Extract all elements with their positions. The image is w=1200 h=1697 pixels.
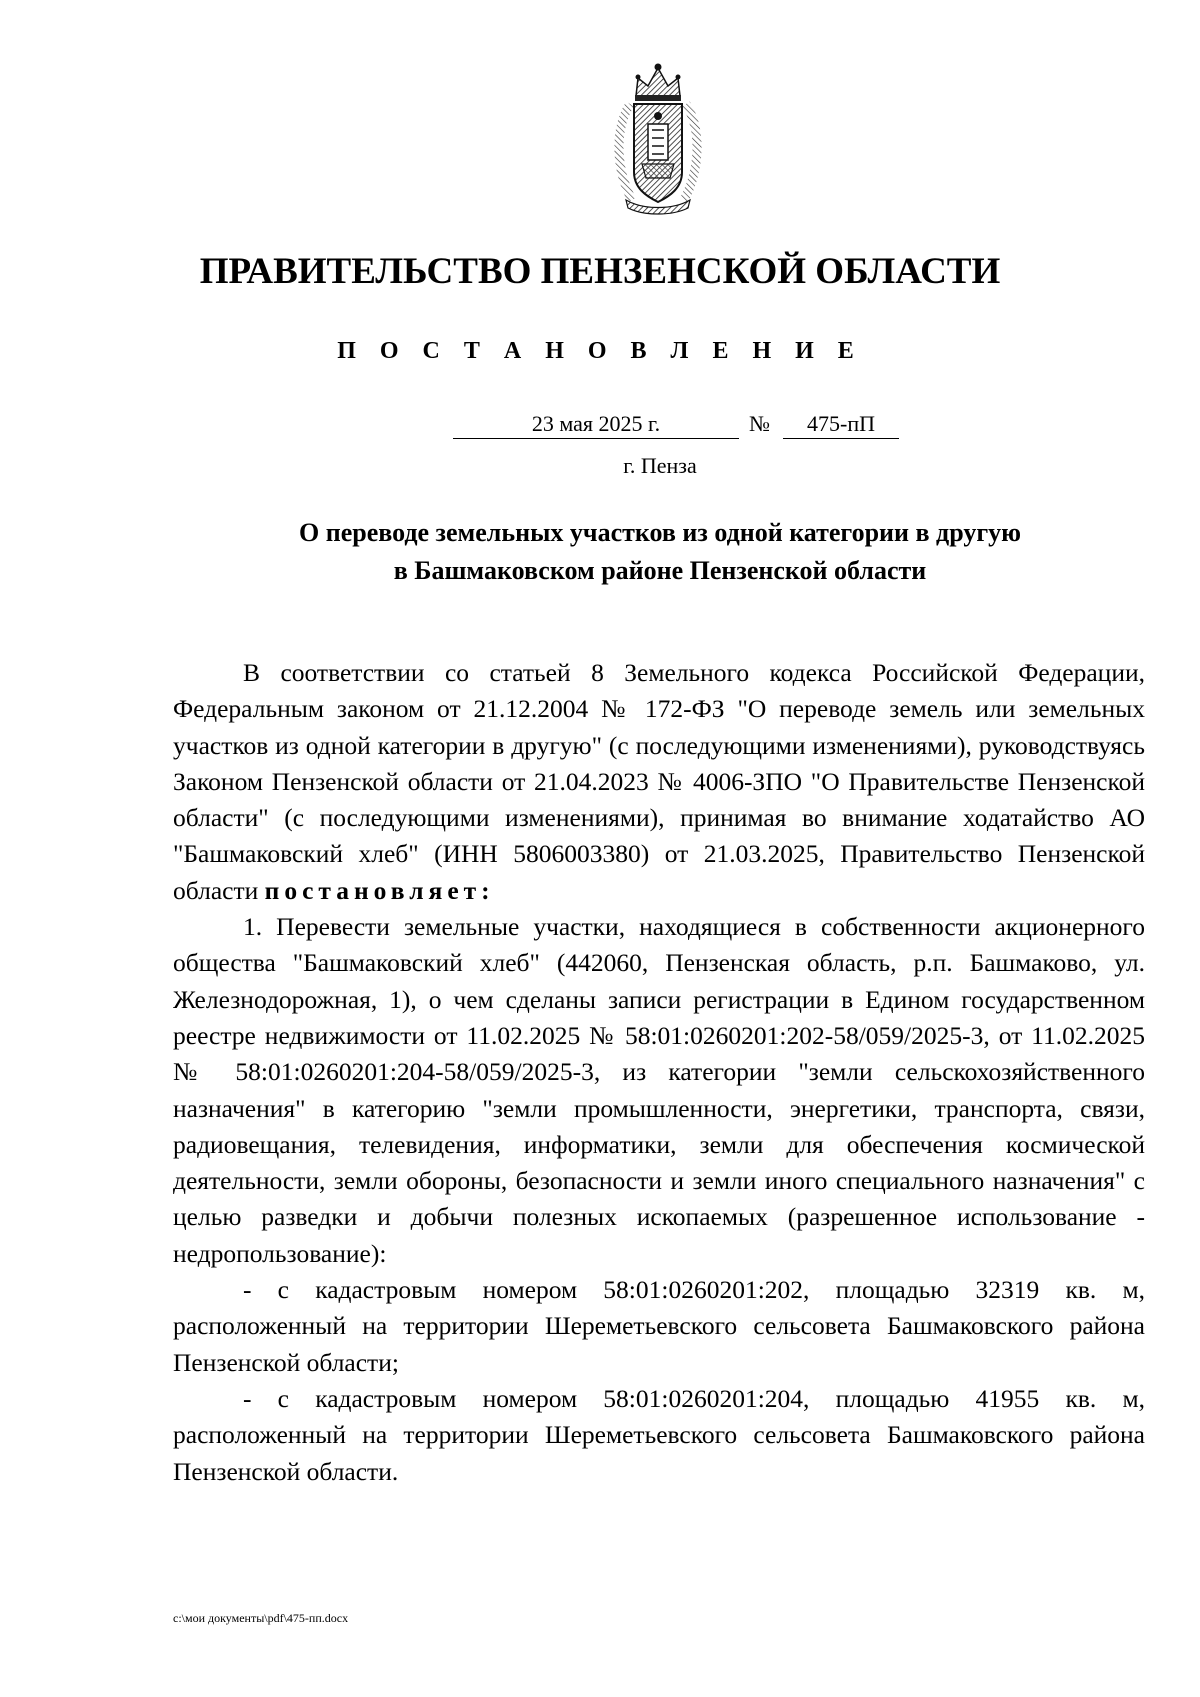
document-body	[173, 655, 1145, 1490]
document-type: П О С Т А Н О В Л Е Н И Е	[337, 338, 863, 364]
preamble-text: В соответствии со статьей 8 Земельного кодекса Российской Федерации, Федеральным законом от 21.12.2004 № 172-ФЗ "О переводе земель или земельных участков из одной категории в другую" (с последующими изменениями), руководствуясь Законом Пензенской области от 21.04.2023 № 4006-ЗПО "О Правительстве Пензенской области" (с последующими изменениями), принимая во внимание ходатайство АО "Башмаковский хлеб" (ИНН 5806003380) от 21.03.2025, Правительство Пензенской области	[173, 658, 1145, 905]
subject-line-1: О переводе земельных участков из одной категории в другую	[299, 518, 1021, 547]
document-number: 475-пП	[783, 410, 899, 439]
organization-title: ПРАВИТЕЛЬСТВО ПЕНЗЕНСКОЙ ОБЛАСТИ	[199, 251, 1001, 292]
plot-2-paragraph: - с кадастровым номером 58:01:0260201:204, площадью 41955 кв. м, расположенный на территории Шереметьевского сельсовета Башмаковского района Пензенской области.	[173, 1383, 1145, 1486]
preamble-paragraph	[173, 655, 1145, 909]
plot-1-paragraph: - с кадастровым номером 58:01:0260201:202, площадью 32319 кв. м, расположенный на территории Шереметьевского сельсовета Башмаковского района Пензенской области;	[173, 1275, 1145, 1377]
resolves-word: постановляет:	[264, 875, 495, 905]
document-date: 23 мая 2025 г.	[453, 410, 739, 439]
coat-of-arms-icon	[608, 60, 708, 216]
item-1-paragraph: 1. Перевести земельные участки, находящиеся в собственности акционерного общества "Башмаковский хлеб" (442060, Пензенская область, р.п. Башмаково, ул. Железнодорожная, 1), о чем сделаны записи регистрации в Едином государственном реестре недвижимости от 11.02.2025 № 58:01:0260201:202-58/059/2025-3, от 11.02.2025 № 58:01:0260201:204-58/059/2025-3, из категории "земли сельскохозяйственного назначения" в категорию "земли промышленности, энергетики, транспорта, связи, радиовещания, телевидения, информатики, земли для обеспечения космической деятельности, земли обороны, безопасности и земли иного специального назначения" с целью разведки и добычи полезных ископаемых (разрешенное использование - недропользование):	[173, 912, 1145, 1268]
footer-file-path: c:\мои документы\pdf\475-пп.docx	[173, 1611, 349, 1625]
number-sign: №	[749, 411, 770, 436]
subject-line-2: в Башмаковском районе Пензенской области	[393, 556, 927, 585]
document-subject	[250, 514, 1070, 590]
document-city: г. Пенза	[623, 453, 697, 478]
